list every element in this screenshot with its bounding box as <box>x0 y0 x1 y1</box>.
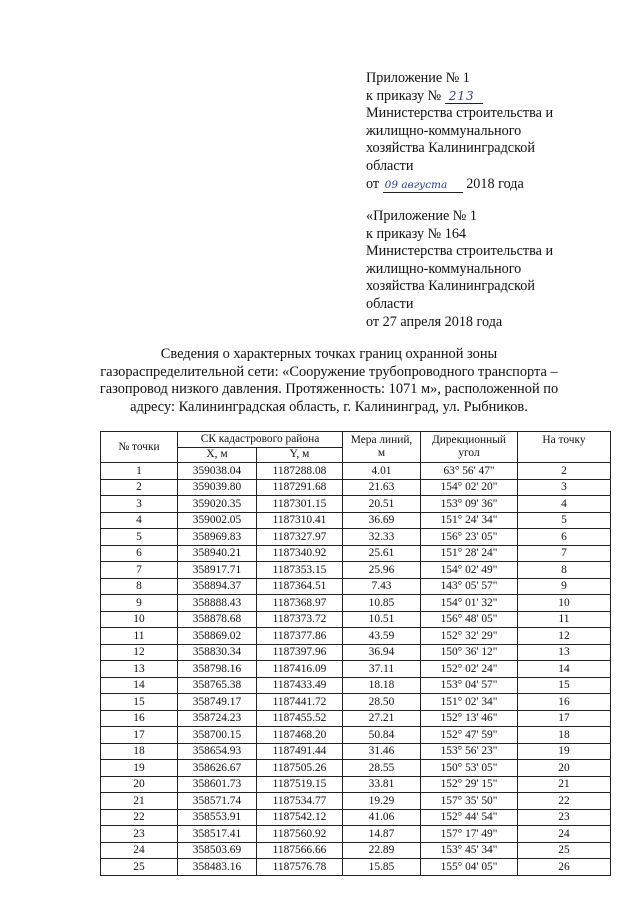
date-prefix: от <box>366 175 380 192</box>
header-direction-angle: Дирекционный угол <box>421 432 518 463</box>
cell-direction: 153° 04' 57" <box>421 677 518 694</box>
cell-to-point: 6 <box>518 529 611 546</box>
cell-x: 358749.17 <box>178 694 257 711</box>
cell-y: 1187519.15 <box>257 776 343 793</box>
cell-direction: 154° 02' 20" <box>421 479 518 496</box>
date-suffix: 2018 года <box>466 175 524 192</box>
cell-measure: 14.87 <box>343 826 421 843</box>
ministry-line-1: Министерства строительства и <box>366 105 554 122</box>
cell-measure: 50.84 <box>343 727 421 744</box>
header-x: X, м <box>178 447 257 463</box>
cell-measure: 20.51 <box>343 496 421 513</box>
cell-y: 1187566.66 <box>257 842 343 859</box>
cell-point: 22 <box>101 809 178 826</box>
header-y: Y, м <box>257 447 343 463</box>
cell-measure: 4.01 <box>343 463 421 480</box>
table-row <box>101 512 611 529</box>
cell-point: 13 <box>101 661 178 678</box>
cell-x: 358798.16 <box>178 661 257 678</box>
cell-measure: 19.29 <box>343 793 421 810</box>
cell-x: 358894.37 <box>178 578 257 595</box>
cell-point: 4 <box>101 512 178 529</box>
appendix-2-ministry-4: области <box>366 295 414 312</box>
cell-point: 7 <box>101 562 178 579</box>
cell-x: 358654.93 <box>178 743 257 760</box>
cell-x: 358878.68 <box>178 611 257 628</box>
cell-measure: 33.81 <box>343 776 421 793</box>
cell-to-point: 13 <box>518 644 611 661</box>
table-row <box>101 644 611 661</box>
cell-y: 1187491.44 <box>257 743 343 760</box>
cell-x: 358940.21 <box>178 545 257 562</box>
header-point-number: № точки <box>101 432 178 463</box>
cell-y: 1187340.92 <box>257 545 343 562</box>
cell-point: 5 <box>101 529 178 546</box>
cell-direction: 157° 17' 49" <box>421 826 518 843</box>
cell-to-point: 24 <box>518 826 611 843</box>
cell-to-point: 5 <box>518 512 611 529</box>
cell-x: 359020.35 <box>178 496 257 513</box>
table-row <box>101 710 611 727</box>
cell-x: 359038.04 <box>178 463 257 480</box>
cell-measure: 25.61 <box>343 545 421 562</box>
cell-to-point: 25 <box>518 842 611 859</box>
cell-to-point: 11 <box>518 611 611 628</box>
table-row <box>101 496 611 513</box>
cell-y: 1187288.08 <box>257 463 343 480</box>
table-row <box>101 842 611 859</box>
cell-measure: 36.94 <box>343 644 421 661</box>
cell-y: 1187441.72 <box>257 694 343 711</box>
cell-to-point: 19 <box>518 743 611 760</box>
cell-x: 358724.23 <box>178 710 257 727</box>
cell-point: 17 <box>101 727 178 744</box>
cell-to-point: 21 <box>518 776 611 793</box>
cell-measure: 25.96 <box>343 562 421 579</box>
cell-x: 358571.74 <box>178 793 257 810</box>
cell-measure: 7.43 <box>343 578 421 595</box>
cell-to-point: 18 <box>518 727 611 744</box>
cell-point: 9 <box>101 595 178 612</box>
cell-y: 1187327.97 <box>257 529 343 546</box>
cell-y: 1187368.97 <box>257 595 343 612</box>
cell-y: 1187542.12 <box>257 809 343 826</box>
cell-y: 1187534.77 <box>257 793 343 810</box>
cell-measure: 28.50 <box>343 694 421 711</box>
cell-x: 359039.80 <box>178 479 257 496</box>
document-title <box>64 346 594 416</box>
cell-direction: 155° 04' 05" <box>421 859 518 876</box>
cell-point: 2 <box>101 479 178 496</box>
cell-direction: 152° 44' 54" <box>421 809 518 826</box>
title-line-3: газопровод низкого давления. Протяженность: 1071 м», расположенной по <box>99 381 559 398</box>
cell-to-point: 7 <box>518 545 611 562</box>
cell-point: 14 <box>101 677 178 694</box>
table-row <box>101 578 611 595</box>
cell-x: 358830.34 <box>178 644 257 661</box>
appendix-2-order: к приказу № 164 <box>366 225 467 242</box>
title-line-2: газораспределительной сети: «Сооружение трубопроводного транспорта – <box>100 363 558 380</box>
cell-point: 3 <box>101 496 178 513</box>
cell-x: 358869.02 <box>178 628 257 645</box>
table-row <box>101 463 611 480</box>
table-body <box>101 463 611 876</box>
cell-point: 18 <box>101 743 178 760</box>
cell-to-point: 12 <box>518 628 611 645</box>
cell-to-point: 26 <box>518 859 611 876</box>
cell-point: 16 <box>101 710 178 727</box>
cell-x: 358517.41 <box>178 826 257 843</box>
cell-measure: 37.11 <box>343 661 421 678</box>
ministry-line-4: области <box>366 157 414 174</box>
cell-to-point: 14 <box>518 661 611 678</box>
appendix-1-header <box>366 70 616 193</box>
cell-x: 358601.73 <box>178 776 257 793</box>
cell-x: 358700.15 <box>178 727 257 744</box>
cell-to-point: 23 <box>518 809 611 826</box>
cell-y: 1187416.09 <box>257 661 343 678</box>
cell-x: 359002.05 <box>178 512 257 529</box>
header-line-measure: Мера линий, м <box>343 432 421 463</box>
cell-measure: 43.59 <box>343 628 421 645</box>
ministry-line-2: жилищно-коммунального <box>366 122 522 139</box>
cell-y: 1187576.78 <box>257 859 343 876</box>
cell-measure: 15.85 <box>343 859 421 876</box>
title-line-4: адресу: Калининградская область, г. Калининград, ул. Рыбников. <box>130 398 528 415</box>
cell-direction: 151° 28' 24" <box>421 545 518 562</box>
order-date-line <box>366 176 616 194</box>
coordinates-table <box>100 431 611 876</box>
cell-measure: 27.21 <box>343 710 421 727</box>
cell-measure: 18.18 <box>343 677 421 694</box>
title-line-1: Сведения о характерных точках границ охранной зоны <box>160 346 498 362</box>
cell-measure: 22.89 <box>343 842 421 859</box>
table-row <box>101 809 611 826</box>
cell-y: 1187560.92 <box>257 826 343 843</box>
header-to-point: На точку <box>518 432 611 463</box>
cell-y: 1187397.96 <box>257 644 343 661</box>
cell-y: 1187364.51 <box>257 578 343 595</box>
header-coordinate-system: СК кадастрового района <box>178 432 343 448</box>
cell-point: 15 <box>101 694 178 711</box>
table-row <box>101 793 611 810</box>
cell-point: 10 <box>101 611 178 628</box>
cell-y: 1187291.68 <box>257 479 343 496</box>
cell-point: 20 <box>101 776 178 793</box>
cell-direction: 152° 32' 29" <box>421 628 518 645</box>
cell-y: 1187455.52 <box>257 710 343 727</box>
cell-measure: 32.33 <box>343 529 421 546</box>
table-row <box>101 595 611 612</box>
cell-y: 1187310.41 <box>257 512 343 529</box>
cell-x: 358888.43 <box>178 595 257 612</box>
cell-point: 6 <box>101 545 178 562</box>
cell-direction: 63° 56' 47" <box>421 463 518 480</box>
table-row <box>101 545 611 562</box>
cell-measure: 10.51 <box>343 611 421 628</box>
cell-to-point: 8 <box>518 562 611 579</box>
cell-x: 358503.69 <box>178 842 257 859</box>
cell-to-point: 17 <box>518 710 611 727</box>
appendix-2-ministry-3: хозяйства Калининградской <box>366 278 535 295</box>
cell-direction: 156° 23' 05" <box>421 529 518 546</box>
handwritten-date: 09 августа <box>383 178 463 193</box>
cell-y: 1187505.26 <box>257 760 343 777</box>
cell-point: 23 <box>101 826 178 843</box>
cell-direction: 150° 36' 12" <box>421 644 518 661</box>
cell-to-point: 20 <box>518 760 611 777</box>
cell-direction: 152° 47' 59" <box>421 727 518 744</box>
cell-direction: 153° 56' 23" <box>421 743 518 760</box>
cell-direction: 152° 13' 46" <box>421 710 518 727</box>
table-row <box>101 661 611 678</box>
table-row <box>101 611 611 628</box>
cell-direction: 152° 02' 24" <box>421 661 518 678</box>
cell-x: 358917.71 <box>178 562 257 579</box>
table-row <box>101 677 611 694</box>
cell-x: 358553.91 <box>178 809 257 826</box>
order-number-line <box>366 88 616 106</box>
cell-to-point: 2 <box>518 463 611 480</box>
cell-point: 12 <box>101 644 178 661</box>
cell-measure: 31.46 <box>343 743 421 760</box>
cell-to-point: 15 <box>518 677 611 694</box>
cell-direction: 153° 09' 36" <box>421 496 518 513</box>
coordinates-table-container <box>100 431 610 876</box>
cell-measure: 10.85 <box>343 595 421 612</box>
appendix-2-ministry-1: Министерства строительства и <box>366 243 554 260</box>
cell-y: 1187433.49 <box>257 677 343 694</box>
appendix-2-title: «Приложение № 1 <box>366 208 477 224</box>
table-row <box>101 776 611 793</box>
table-row <box>101 529 611 546</box>
cell-measure: 28.55 <box>343 760 421 777</box>
cell-direction: 154° 01' 32" <box>421 595 518 612</box>
cell-point: 8 <box>101 578 178 595</box>
handwritten-order-number: 213 <box>445 89 483 104</box>
appendix-2-date: от 27 апреля 2018 года <box>366 313 503 330</box>
cell-y: 1187353.15 <box>257 562 343 579</box>
table-row <box>101 760 611 777</box>
cell-point: 19 <box>101 760 178 777</box>
cell-point: 25 <box>101 859 178 876</box>
ministry-line-3: хозяйства Калининградской <box>366 140 535 157</box>
cell-y: 1187468.20 <box>257 727 343 744</box>
table-row <box>101 562 611 579</box>
cell-to-point: 3 <box>518 479 611 496</box>
table-row <box>101 859 611 876</box>
table-row <box>101 727 611 744</box>
cell-x: 358765.38 <box>178 677 257 694</box>
cell-to-point: 16 <box>518 694 611 711</box>
table-row <box>101 826 611 843</box>
table-row <box>101 628 611 645</box>
cell-direction: 153° 45' 34" <box>421 842 518 859</box>
cell-to-point: 4 <box>518 496 611 513</box>
cell-measure: 21.63 <box>343 479 421 496</box>
cell-to-point: 22 <box>518 793 611 810</box>
cell-point: 21 <box>101 793 178 810</box>
cell-direction: 150° 53' 05" <box>421 760 518 777</box>
appendix-2-ministry-2: жилищно-коммунального <box>366 260 522 277</box>
table-row <box>101 694 611 711</box>
cell-direction: 151° 02' 34" <box>421 694 518 711</box>
cell-direction: 157° 35' 50" <box>421 793 518 810</box>
cell-x: 358969.83 <box>178 529 257 546</box>
cell-point: 24 <box>101 842 178 859</box>
cell-direction: 156° 48' 05" <box>421 611 518 628</box>
cell-measure: 41.06 <box>343 809 421 826</box>
cell-y: 1187373.72 <box>257 611 343 628</box>
cell-direction: 154° 02' 49" <box>421 562 518 579</box>
cell-x: 358626.67 <box>178 760 257 777</box>
appendix-2-header <box>366 208 616 331</box>
appendix-1-title: Приложение № 1 <box>366 70 470 86</box>
cell-to-point: 10 <box>518 595 611 612</box>
order-number-prefix: к приказу № <box>366 87 442 104</box>
table-row <box>101 743 611 760</box>
cell-point: 1 <box>101 463 178 480</box>
cell-point: 11 <box>101 628 178 645</box>
cell-direction: 152° 29' 15" <box>421 776 518 793</box>
cell-direction: 143° 05' 57" <box>421 578 518 595</box>
cell-direction: 151° 24' 34" <box>421 512 518 529</box>
cell-to-point: 9 <box>518 578 611 595</box>
table-row <box>101 479 611 496</box>
cell-y: 1187301.15 <box>257 496 343 513</box>
cell-measure: 36.69 <box>343 512 421 529</box>
cell-y: 1187377.86 <box>257 628 343 645</box>
cell-x: 358483.16 <box>178 859 257 876</box>
